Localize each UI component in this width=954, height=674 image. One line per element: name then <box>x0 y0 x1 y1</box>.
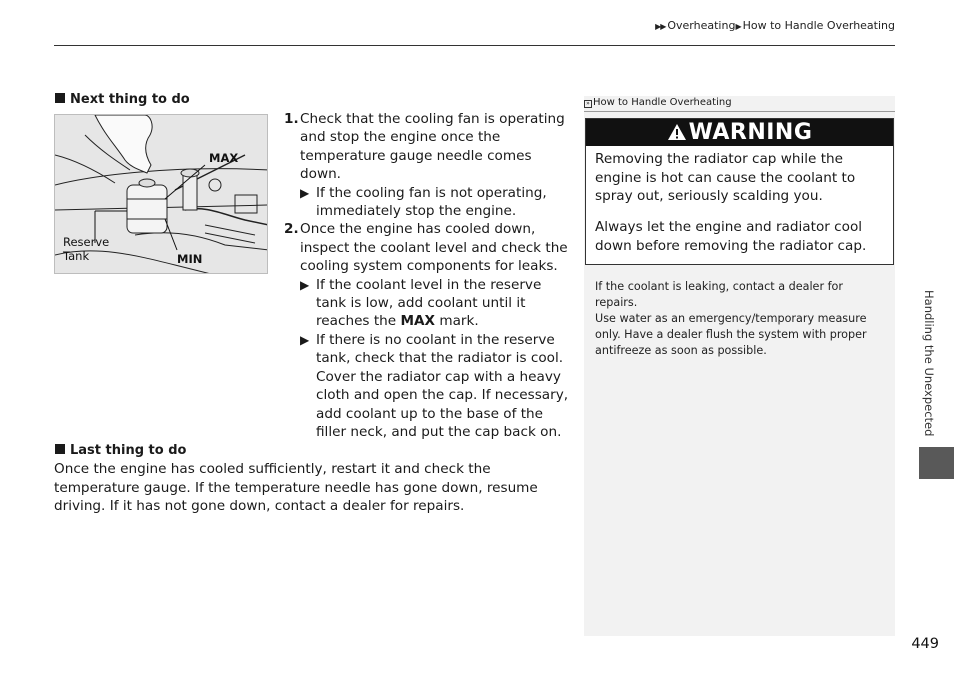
chapter-tab-label: Handling the Unexpected <box>922 290 936 437</box>
square-bullet-icon <box>55 93 65 103</box>
page-number: 449 <box>911 636 939 652</box>
arrow-right-icon: ▶ <box>300 185 310 200</box>
step-2-substep-1: ▶ If the coolant level in the reserve tank is low, add coolant until it reaches the MAX mark. <box>300 276 542 330</box>
warning-paragraph-2: Always let the engine and radiator cool down before removing the radiator cap. <box>595 219 867 254</box>
breadcrumb-item-overheating[interactable]: Overheating <box>667 19 736 32</box>
arrow-right-icon: ▶ <box>300 332 310 347</box>
step-2: 2. Once the engine has cooled down, inspect the coolant level and check the cooling system components for leaks. <box>284 221 568 275</box>
arrow-right-icon: ▶ <box>300 277 310 292</box>
warning-triangle-icon <box>667 123 687 141</box>
reference-icon: » <box>584 100 592 108</box>
step-2-substep-2: ▶ If there is no coolant in the reserve tank, check that the radiator is cool. Cover the radiator cap with a heavy cloth and open the cap. If necessary, add coolant up to the base of the filler neck, and put the cap back on. <box>300 331 569 440</box>
reference-title: How to Handle Overheating <box>593 97 732 108</box>
label-max: MAX <box>209 151 239 165</box>
step-1-substep: ▶ If the cooling fan is not operating, immediately stop the engine. <box>300 184 547 220</box>
warning-box <box>585 118 894 265</box>
note-water: Use water as an emergency/temporary measure only. Have a dealer flush the system with proper antifreeze as soon as possible. <box>595 312 867 357</box>
breadcrumb <box>655 19 895 32</box>
reference-bar <box>584 96 895 112</box>
note-leak: If the coolant is leaking, contact a dealer for repairs. <box>595 280 843 309</box>
engine-illustration <box>54 114 268 274</box>
chapter-tab-marker[interactable] <box>919 447 954 479</box>
steps-list <box>284 110 569 441</box>
last-thing-body: Once the engine has cooled sufficiently, restart it and check the temperature gauge. If the temperature needle has gone down, resume driving. If it has not gone down, contact a dealer for repairs. <box>54 461 538 515</box>
warning-paragraph-1: Removing the radiator cap while the engine is hot can cause the coolant to spray out, seriously scalding you. <box>595 151 856 205</box>
breadcrumb-arrow-icon: ▶▶ <box>655 22 666 31</box>
breadcrumb-arrow-icon: ▶ <box>735 22 741 31</box>
label-min: MIN <box>177 252 203 266</box>
header-rule <box>54 45 895 46</box>
section-heading-last: Last thing to do <box>55 443 186 458</box>
breadcrumb-item-how-to-handle[interactable]: How to Handle Overheating <box>742 19 895 32</box>
step-1: 1. Check that the cooling fan is operating and stop the engine once the temperature gauge needle comes down. <box>284 111 565 183</box>
label-reserve: Reserve <box>63 235 110 249</box>
warning-header: WARNING <box>586 119 893 146</box>
label-tank: Tank <box>63 249 90 263</box>
square-bullet-icon <box>55 444 65 454</box>
section-heading-next: Next thing to do <box>55 92 190 107</box>
